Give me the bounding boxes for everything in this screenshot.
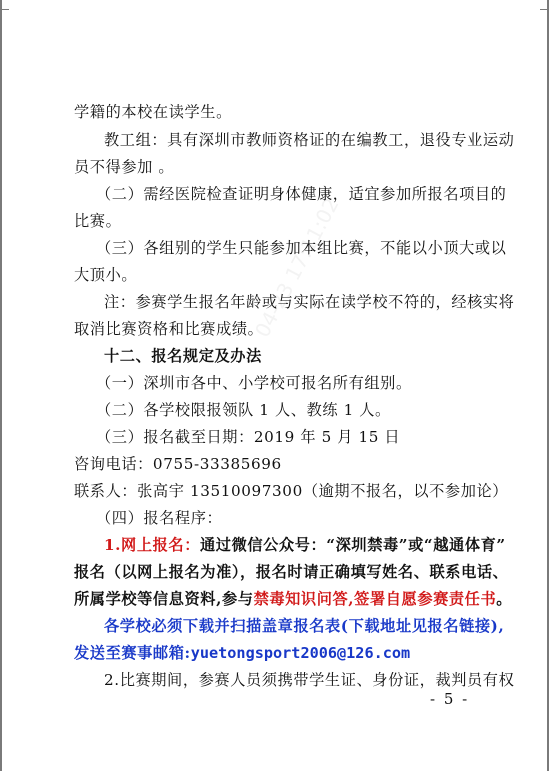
- page-corner-tick-right: [540, 9, 549, 10]
- watermark: 04-23 17:11:02: [250, 193, 344, 342]
- text-line: （二）需经医院检查证明身体健康，适宜参加所报名项目的: [96, 185, 507, 203]
- blue-notice-line: 各学校必须下载并扫描盖章报名表(下载地址见报名链接),: [104, 617, 505, 635]
- text-line: 咨询电话：0755-33385696: [74, 455, 282, 473]
- page-left-border: [0, 0, 2, 771]
- text-line: 2.比赛期间，参赛人员须携带学生证、身份证，裁判员有权: [104, 671, 515, 689]
- text-line: 大顶小。: [74, 266, 138, 284]
- text-span: 。: [496, 590, 513, 608]
- text-line: 报名（以网上报名为准），报名时请正确填写姓名、联系电话、: [74, 563, 509, 581]
- page-number: - 5 -: [430, 690, 470, 708]
- text-line: 员不得参加 。: [74, 158, 175, 176]
- text-line: （二）各学校限报领队 1 人、教练 1 人。: [96, 401, 391, 419]
- text-line: （三）报名截至日期：2019 年 5 月 15 日: [96, 428, 401, 446]
- text-line: 教工组：具有深圳市教师资格证的在编教工，退役专业运动: [104, 131, 515, 149]
- text-line: （三）各组别的学生只能参加本组比赛，不能以小顶大或以: [96, 239, 507, 257]
- text-line: 比赛。: [74, 212, 122, 230]
- page-corner-tick: [0, 9, 9, 10]
- text-span: 所属学校等信息资料,参与: [74, 590, 254, 608]
- online-registration-line-3: [74, 589, 512, 609]
- text-line: 学籍的本校在读学生。: [74, 103, 232, 121]
- email-address: yuetongsport2006@126.com: [190, 644, 411, 662]
- online-registration-text: 通过微信公众号：“深圳禁毒”或“越通体育”: [200, 536, 506, 554]
- text-line: （一）深圳市各中、小学校可报名所有组别。: [96, 374, 412, 392]
- text-line: 注：参赛学生报名年龄或与实际在读学校不符的，经核实将: [104, 293, 515, 311]
- online-registration-line: [104, 535, 506, 555]
- text-line: 取消比赛资格和比赛成绩。: [74, 320, 264, 338]
- highlight-red-text: 禁毒知识问答,签署自愿参赛责任书: [253, 590, 497, 608]
- text-line: 联系人：张高宇 13510097300（逾期不报名，以不参加论）: [74, 482, 509, 500]
- blue-notice-email-line: [74, 643, 410, 663]
- online-registration-label: 1.网上报名：: [104, 536, 200, 554]
- text-line: （四）报名程序：: [96, 509, 223, 527]
- section-heading: 十二、报名规定及办法: [104, 347, 262, 365]
- blue-notice-label: 发送至赛事邮箱:: [74, 644, 191, 662]
